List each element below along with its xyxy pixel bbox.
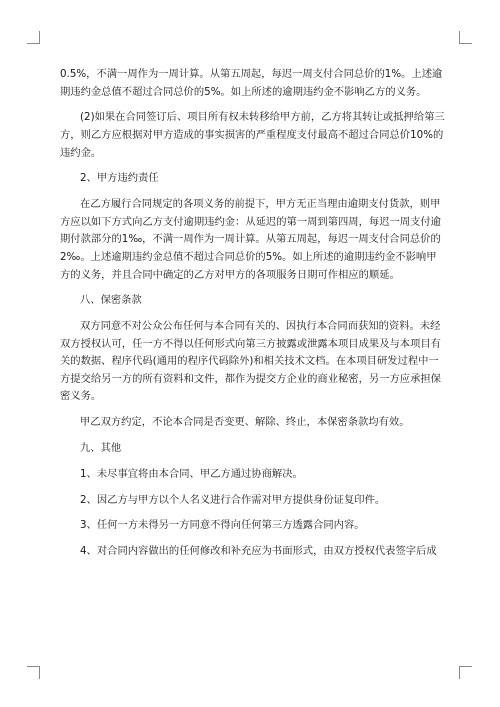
paragraph-other-3 [60, 517, 446, 535]
text-line: 八、保密条款 [80, 294, 142, 307]
heading-party-a-liability [60, 170, 446, 188]
text-line: 2‰。上述逾期违约金总值不超过合同总价的5%。如上所述的逾期违约金不影响甲 [60, 250, 437, 263]
paragraph-penalty-cont [60, 66, 446, 101]
paragraph-other-4 [60, 543, 446, 561]
text-line: 方提交给另一方的所有资料和文件，都作为提交方企业的商业秘密，另一方应承担保 [60, 372, 441, 385]
crop-mark-bottom-left [27, 666, 40, 679]
text-line: 期付款部分的1‰，不满一周作为一周计算。从第五周起，每迟一周支付合同总价的 [60, 233, 441, 246]
paragraph-other-2 [60, 492, 446, 510]
text-line: 0.5%，不满一周作为一周计算。从第五周起，每迟一周支付合同总价的1%。上述逾 [60, 68, 443, 80]
text-line: 3、任何一方未得另一方同意不得向任何第三方透露合同内容。 [80, 519, 365, 532]
paragraph-party-a-liability [60, 196, 446, 284]
crop-mark-bottom-right [459, 666, 472, 679]
text-line: (2)如果在合同签订后、项目所有权未转移给甲方前，乙方将其转让或抵押给第三 [80, 111, 445, 124]
text-line: 2、甲方违约责任 [80, 172, 159, 185]
paragraph-confidentiality-validity [60, 414, 446, 432]
text-line: 违约金。 [60, 146, 102, 159]
text-line: 方应以如下方式向乙方支付逾期违约金：从延迟的第一周到第四周，每迟一周支付逾 [60, 215, 441, 228]
text-line: 密义务。 [60, 390, 102, 403]
heading-confidentiality [60, 292, 446, 310]
text-line: 1、未尽事宜将由本合同、甲乙方通过协商解决。 [80, 467, 303, 480]
paragraph-transfer-penalty [60, 109, 446, 162]
text-line: 期违约金总值不超过合同总价的5%。如上所述的逾期违约金不影响乙方的义务。 [60, 85, 427, 98]
paragraph-other-1 [60, 466, 446, 484]
text-line: 关的数据、程序代码(通用的程序代码除外)和相关技术文档。在本项目研发过程中一 [60, 355, 439, 368]
document-body [60, 66, 446, 569]
crop-mark-top-right [459, 31, 472, 44]
heading-other [60, 440, 446, 458]
crop-mark-top-left [27, 31, 40, 44]
text-line: 方的义务，并且合同中确定的乙方对甲方的各项服务日期可作相应的顺延。 [60, 268, 400, 281]
text-line: 方，则乙方应根据对甲方造成的事实损害的严重程度支付最高不超过合同总价10%的 [60, 128, 444, 141]
text-line: 双方同意不对公众公布任何与本合同有关的、因执行本合同而获知的资料。未经 [80, 320, 441, 333]
text-line: 4、对合同内容做出的任何修改和补充应为书面形式，由双方授权代表签字后成 [80, 545, 437, 558]
text-line: 九、其他 [80, 442, 122, 454]
paragraph-confidentiality [60, 318, 446, 406]
text-line: 甲乙双方约定，不论本合同是否变更、解除、终止，本保密条款均有效。 [80, 416, 410, 429]
text-line: 在乙方履行合同规定的各项义务的前提下，甲方无正当理由逾期支付货款，则甲 [80, 198, 441, 211]
text-line: 双方授权认可，任一方不得以任何形式向第三方披露或泄露本项目成果及与本项目有 [60, 337, 441, 350]
text-line: 2、因乙方与甲方以个人名义进行合作需对甲方提供身份证复印件。 [80, 493, 386, 506]
